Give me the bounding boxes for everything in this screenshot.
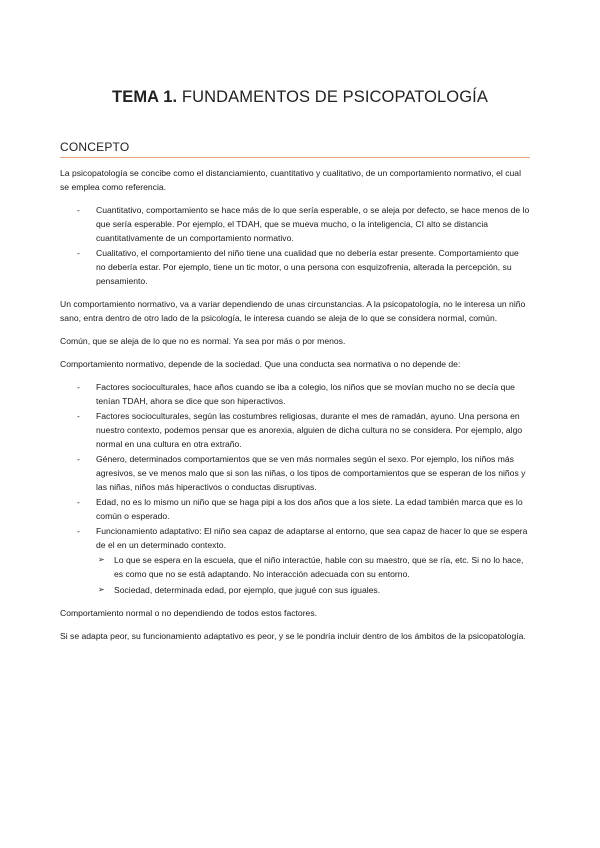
list-item: - Factores socioculturales, hace años cuando se iba a colegio, los niños que se movían mucho no se decía que tenían TDAH, ahora se dice que son hiperactivos. [60,380,530,408]
sublist-item-text: Sociedad, determinada edad, por ejemplo, que jugué con sus iguales. [114,585,381,595]
paragraph: Comportamiento normativo, depende de la sociedad. Que una conducta sea normativa o no depende de: [60,359,461,369]
section-divider [60,157,530,158]
paragraph: Un comportamiento normativo, va a variar dependiendo de unas circunstancias. A la psicopatología, no le interesa un niño sano, entra dentro de otro lado de la psicología, le interesa cuando se aleja de lo que se considera normal, común. [60,299,526,323]
sublist-item [96,583,530,597]
dash-list [60,380,530,597]
list-item: - Factores socioculturales, según las costumbres religiosas, durante el mes de ramadán, ayuno. Una persona en nuestro contexto, podemos pensar que es anorexia, alguien de dicha cultura no se considera. Por ejemplo, algo normal en una cultura en otra extraño. [60,409,530,451]
document-body [60,166,530,652]
list-item-text: Funcionamiento adaptativo: El niño sea capaz de adaptarse al entorno, que sea capaz de hacer lo que se espera de el en un determinado contexto. [96,526,528,550]
arrow-sublist [96,553,530,597]
sublist-item [96,553,530,581]
sublist-item-text: Lo que se espera en la escuela, que el niño interactúe, hable con su maestro, que se ría, etc. Si no lo hace, es como que no se está adaptando. No interacción adecuada con su entorno. [114,555,524,579]
list-item: - Edad, no es lo mismo un niño que se haga pipi a los dos años que a los siete. La edad también marca que es lo común o esperado. [60,495,530,523]
list-item: - Cuantitativo, comportamiento se hace más de lo que sería esperable, o se aleja por defecto, se hace menos de lo que sería esperable. Por ejemplo, el TDAH, que se mueva mucho, o la inteligencia, CI alto se distancia cuantitativamente de un comportamiento normativo. [60,203,530,245]
title-number: TEMA 1. [112,88,178,106]
document-title [0,88,600,107]
list-item: - Género, determinados comportamientos que se ven más normales según el sexo. Por ejemplo, los niños más agresivos, se ve menos malo que si son las niñas, o los tipos de comportamientos que se esperan de los niños y las niñas, niños más hiperactivos o conductas disruptivas. [60,452,530,494]
arrow-bullet-icon: ➢ [98,555,105,564]
list-item: - Cualitativo, el comportamiento del niño tiene una cualidad que no debería estar presente. Comportamiento que no debería estar. Por ejemplo, tiene un tic motor, o una persona con esquizofrenia, alterada la percepción, su pensamiento. [60,246,530,288]
dash-list [60,203,530,288]
title-text: FUNDAMENTOS DE PSICOPATOLOGÍA [177,88,488,106]
paragraph: Común, que se aleja de lo que no es normal. Ya sea por más o por menos. [60,336,346,346]
paragraph: La psicopatología se concibe como el distanciamiento, cuantitativo y cualitativo, de un comportamiento normativo, el cual se emplea como referencia. [60,168,521,192]
section-heading: CONCEPTO [60,140,130,154]
arrow-bullet-icon: ➢ [98,585,105,594]
paragraph: Si se adapta peor, su funcionamiento adaptativo es peor, y se le pondría incluir dentro de los ámbitos de la psicopatología. [60,631,526,641]
paragraph: Comportamiento normal o no dependiendo de todos estos factores. [60,608,318,618]
list-item [60,524,530,597]
